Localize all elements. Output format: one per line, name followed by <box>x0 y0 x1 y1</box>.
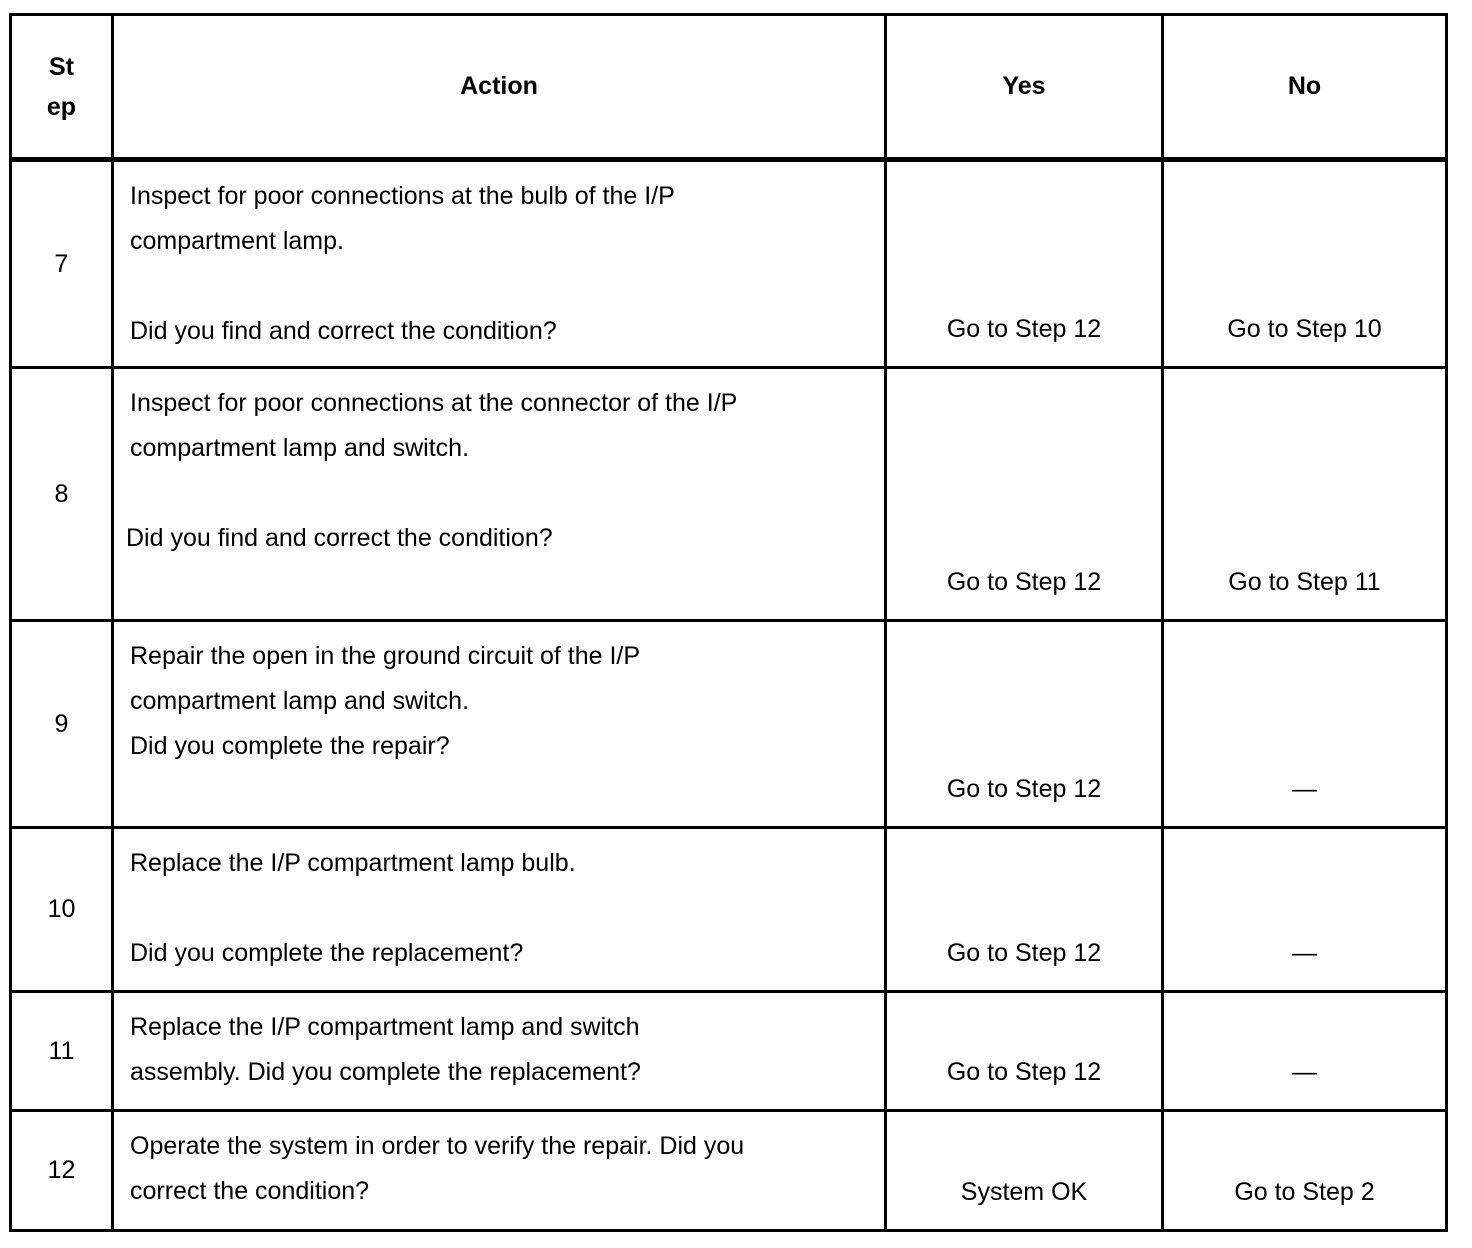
no-column-header: No <box>1163 15 1447 160</box>
table-row <box>11 828 1447 992</box>
action-line: compartment lamp and switch. <box>130 687 470 715</box>
yes-result: System OK <box>886 1111 1163 1231</box>
step-number: 9 <box>11 621 113 828</box>
action-line: assembly. Did you complete the replacement? <box>130 1058 641 1086</box>
yes-result: Go to Step 12 <box>886 992 1163 1111</box>
step-number: 11 <box>11 992 113 1111</box>
no-result: Go to Step 11 <box>1163 368 1447 621</box>
action-cell <box>113 621 886 828</box>
yes-result: Go to Step 12 <box>886 828 1163 992</box>
step-number: 10 <box>11 828 113 992</box>
yes-result: Go to Step 12 <box>886 160 1163 368</box>
action-question: Did you find and correct the condition? <box>130 317 557 345</box>
action-line: Inspect for poor connections at the bulb of the I/P <box>130 182 675 210</box>
action-cell <box>113 828 886 992</box>
no-result: — <box>1163 621 1447 828</box>
yes-column-header: Yes <box>886 15 1163 160</box>
no-result: — <box>1163 828 1447 992</box>
action-cell <box>113 160 886 368</box>
table-row <box>11 621 1447 828</box>
action-line: compartment lamp and switch. <box>130 434 470 462</box>
action-question: Did you complete the repair? <box>130 732 450 760</box>
action-line: Inspect for poor connections at the connector of the I/P <box>130 389 738 417</box>
step-header-line2: ep <box>46 92 77 121</box>
action-line: compartment lamp. <box>130 227 344 255</box>
action-line: Replace the I/P compartment lamp and switch <box>130 1013 640 1041</box>
action-column-header: Action <box>113 15 886 160</box>
table-row <box>11 992 1447 1111</box>
action-cell <box>113 368 886 621</box>
action-question: Did you complete the replacement? <box>130 939 524 967</box>
no-result: Go to Step 2 <box>1163 1111 1447 1231</box>
table-row <box>11 1111 1447 1231</box>
action-question: Did you find and correct the condition? <box>126 524 553 552</box>
table-row <box>11 160 1447 368</box>
diagnostic-table-frame <box>9 13 1445 1232</box>
action-line: correct the condition? <box>130 1177 370 1205</box>
no-result: — <box>1163 992 1447 1111</box>
step-number: 8 <box>11 368 113 621</box>
action-line: Replace the I/P compartment lamp bulb. <box>130 849 576 877</box>
table-row <box>11 368 1447 621</box>
action-line: Repair the open in the ground circuit of the I/P <box>130 642 641 670</box>
no-result: Go to Step 10 <box>1163 160 1447 368</box>
action-cell <box>113 992 886 1111</box>
step-number: 7 <box>11 160 113 368</box>
yes-result: Go to Step 12 <box>886 368 1163 621</box>
action-line: Operate the system in order to verify the repair. Did you <box>130 1132 745 1160</box>
step-column-header <box>11 15 113 160</box>
header-row <box>11 15 1447 160</box>
step-header-line1: St <box>49 52 74 81</box>
diagnostic-steps-table <box>9 13 1448 1232</box>
yes-result: Go to Step 12 <box>886 621 1163 828</box>
action-cell <box>113 1111 886 1231</box>
step-number: 12 <box>11 1111 113 1231</box>
